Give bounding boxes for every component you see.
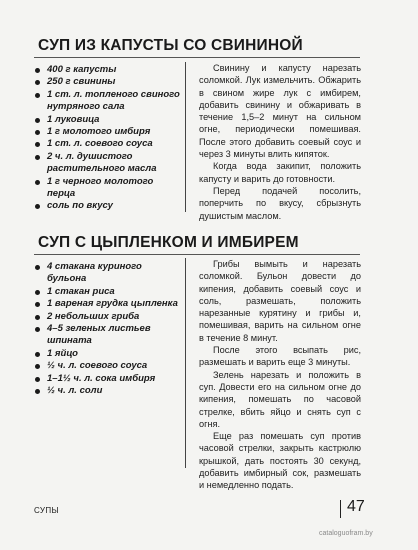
ingredient-item: ½ ч. л. соли bbox=[32, 385, 182, 397]
recipe-1-ingredients bbox=[32, 64, 182, 213]
recipe-2-ingredients bbox=[32, 261, 182, 397]
title-underline bbox=[34, 57, 360, 58]
page-number: 47 bbox=[347, 498, 365, 515]
ingredient-item: 400 г капусты bbox=[32, 64, 182, 76]
ingredient-item: 1 луковица bbox=[32, 114, 182, 126]
recipe-2-title: СУП С ЦЫПЛЕНКОМ И ИМБИРЕМ bbox=[38, 234, 299, 251]
ingredient-item: 1 яйцо bbox=[32, 348, 182, 360]
ingredient-item: 250 г свинины bbox=[32, 76, 182, 88]
recipe-1-method bbox=[199, 62, 361, 222]
ingredient-item: 1 г молотого имбиря bbox=[32, 126, 182, 138]
section-label: СУПЫ bbox=[34, 506, 60, 515]
ingredient-item: 2 небольших гриба bbox=[32, 311, 182, 323]
column-divider bbox=[185, 62, 186, 212]
ingredient-item: 2 ч. л. душистого растительного масла bbox=[32, 151, 182, 176]
recipe-2-method bbox=[199, 258, 361, 492]
ingredient-item: 1 вареная грудка цыпленка bbox=[32, 298, 182, 310]
ingredient-item: ½ ч. л. соевого соуса bbox=[32, 360, 182, 372]
title-underline bbox=[34, 254, 360, 255]
watermark: cataloguofram.by bbox=[319, 530, 373, 537]
method-paragraph: Еще раз помешать суп против часовой стрелки, закрыть кастрюлю крышкой, дать постоять 30 секунд, добавить имбирный сок, размешать и немедленно подать. bbox=[199, 431, 361, 491]
ingredient-item: 1 г черного молотого перца bbox=[32, 176, 182, 201]
method-paragraph: Перед подачей посолить, поперчить по вкусу, сбрызнуть душистым маслом. bbox=[199, 185, 361, 221]
ingredient-item: 1 стакан риса bbox=[32, 286, 182, 298]
recipe-1-title: СУП ИЗ КАПУСТЫ СО СВИНИНОЙ bbox=[38, 37, 303, 54]
method-paragraph: Когда вода закипит, положить капусту и варить до готовности. bbox=[199, 161, 361, 184]
method-paragraph: Свинину и капусту нарезать соломкой. Лук измельчить. Обжарить в свином жире лук с имбирем, добавить свинину и обжаривать в течение 1,5–2 минут на сильном огне, периодически помешивая. После этого добавить соевый соус и через 3 минуты влить кипяток. bbox=[199, 63, 361, 160]
method-paragraph: После этого всыпать рис, размешать и варить еще 3 минуты. bbox=[199, 345, 361, 368]
ingredient-item: 1 ст. л. соевого соуса bbox=[32, 138, 182, 150]
column-divider bbox=[185, 258, 186, 468]
ingredient-item: соль по вкусу bbox=[32, 200, 182, 212]
method-paragraph: Зелень нарезать и положить в суп. Довести его на сильном огне до кипения, помешать по часовой стрелке, вбить яйцо и снять суп с огня. bbox=[199, 369, 361, 429]
page-number-divider bbox=[340, 500, 341, 518]
ingredient-item: 4–5 зеленых листьев шпината bbox=[32, 323, 182, 348]
ingredient-item: 4 стакана куриного бульона bbox=[32, 261, 182, 286]
ingredient-item: 1–1½ ч. л. сока имбиря bbox=[32, 373, 182, 385]
ingredient-item: 1 ст. л. топленого свиного нутряного сала bbox=[32, 89, 182, 114]
method-paragraph: Грибы вымыть и нарезать соломкой. Бульон довести до кипения, добавить соевый соус и соль, размешать, положить нарезанные курятину и грибы и, помешивая, варить на сильном огне в течение 8 минут. bbox=[199, 259, 361, 343]
